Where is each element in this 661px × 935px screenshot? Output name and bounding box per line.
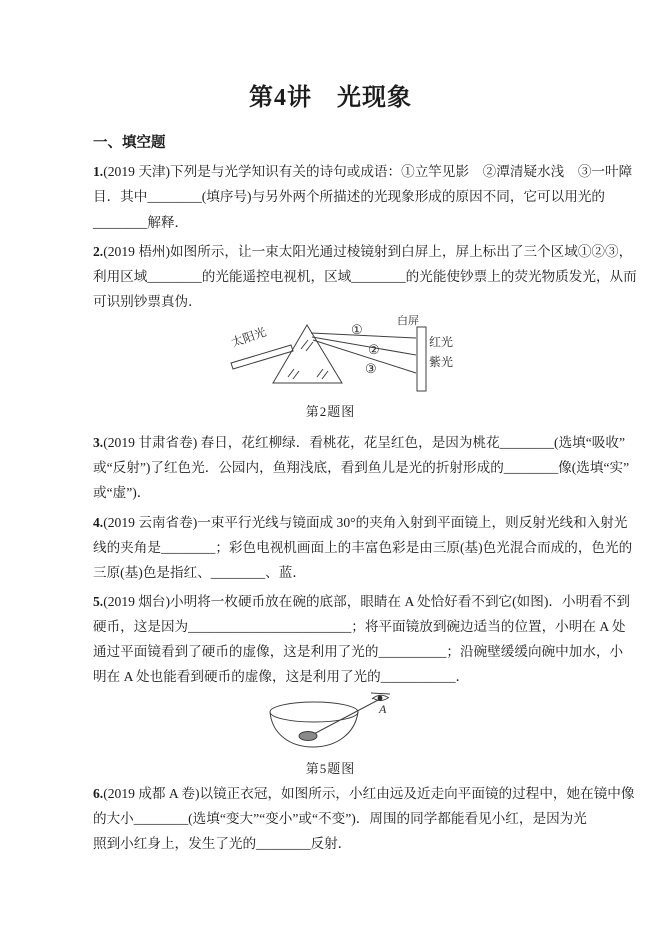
region-1-label: ① <box>350 321 363 337</box>
section-heading: 一、填空题 <box>93 135 166 151</box>
question-6 <box>93 781 635 857</box>
sunlight-label: 太阳光 <box>228 324 268 350</box>
coin <box>299 731 317 740</box>
screen-label: 白屏 <box>396 314 419 327</box>
ray-2 <box>312 337 416 355</box>
question-1-number: 1. <box>93 164 104 179</box>
figure-question-2 <box>0 315 661 422</box>
question-5 <box>93 589 630 690</box>
question-2-number: 2. <box>93 243 104 259</box>
question-4-line-1 <box>93 510 628 535</box>
ray-1 <box>311 333 416 338</box>
question-1-line-2: 目．其中________(填序号)与另外两个所描述的光现象形成的原因不同，它可以用光的 <box>93 189 606 205</box>
question-6-line-2: 的大小________(选填“变大”“变小”或“不变”)．周围的同学都能看见小红，是因为光 <box>93 811 587 827</box>
question-4-line-2: 线的夹角是________；彩色电视机画面上的丰富色彩是由三原(基)色光混合而成的，色光的 <box>93 539 633 555</box>
question-2-line-3: 可识别钞票真伪． <box>93 294 202 310</box>
question-4-number: 4. <box>93 514 104 530</box>
question-3 <box>93 430 630 506</box>
question-1 <box>93 159 633 235</box>
question-5-number: 5. <box>93 593 104 609</box>
eye-icon <box>371 693 390 701</box>
question-3-line-3: 或“虚”)． <box>93 485 151 501</box>
region-2-label: ② <box>367 341 380 357</box>
question-2-line-2: 利用区域________的光能遥控电视机，区域________的光能使钞票上的荧光物质发光，从而 <box>93 269 637 285</box>
figure-2-caption: 第2题图 <box>305 403 356 419</box>
bowl-rim <box>270 702 358 722</box>
question-3-line-1 <box>93 430 626 455</box>
question-4 <box>93 510 633 586</box>
question-2 <box>93 239 637 315</box>
page-title: 第4讲 光现象 <box>249 85 412 111</box>
question-4-line-3: 三原(基)色是指红、________、蓝． <box>93 565 306 581</box>
question-6-line-3: 照到小红身上，发生了光的________反射． <box>93 836 352 852</box>
question-5-line-3: 通过平面镜看到了硬币的虚像，这是利用了光的__________；沿碗壁缓缓向碗中加水，小 <box>93 644 624 660</box>
question-3-number: 3. <box>93 434 104 450</box>
question-5-line-4: 明在 A 处也能看到硬币的虚像，这是利用了光的___________． <box>93 669 470 685</box>
question-1-line-1 <box>93 159 633 184</box>
question-2-line-1 <box>93 239 633 264</box>
figure-question-5 <box>0 690 661 779</box>
region-3-label: ③ <box>364 360 377 376</box>
question-6-number: 6. <box>93 785 104 801</box>
question-2-text: (2019 梧州)如图所示，让一束太阳光通过棱镜射到白屏上，屏上标出了三个区域①②③， <box>103 243 633 259</box>
white-screen <box>417 327 426 391</box>
question-1-text: (2019 天津)下列是与光学知识有关的诗句或成语：①立竿见影 ②潭清疑水浅 ③一叶障 <box>103 164 633 179</box>
question-4-text: (2019 云南省卷)一束平行光线与镜面成 30°的夹角入射到平面镜上，则反射光线和入射光 <box>103 514 628 530</box>
violet-light-label: 紫光 <box>428 354 453 369</box>
bowl-diagram <box>256 690 406 754</box>
figure-5-caption: 第5题图 <box>305 760 356 776</box>
question-5-line-2: 硬币，这是因为________________________；将平面镜放到碗边适当的位置，小明在 A 处 <box>93 618 626 634</box>
prism-diagram <box>225 315 465 397</box>
question-1-line-3: ________解释． <box>93 214 189 230</box>
question-3-line-2: 或“反射”)了红色光．公园内，鱼翔浅底，看到鱼儿是光的折射形成的________像(选填“实” <box>93 460 630 476</box>
prism-hatching <box>288 340 328 379</box>
red-light-label: 红光 <box>428 334 453 349</box>
question-5-line-1 <box>93 589 630 614</box>
question-3-text: (2019 甘肃省卷) 春日，花红柳绿．看桃花，花呈红色，是因为桃花________(选填“吸收” <box>103 434 626 450</box>
point-a-label: A <box>378 701 386 716</box>
question-6-line-1 <box>93 781 635 806</box>
question-6-text: (2019 成都 A 卷)以镜正衣冠，如图所示，小红由远及近走向平面镜的过程中，她在镜中像 <box>103 785 635 801</box>
question-5-text: (2019 烟台)小明将一枚硬币放在碗的底部，眼睛在 A 处恰好看不到它(如图)．小明看不到 <box>103 593 630 609</box>
